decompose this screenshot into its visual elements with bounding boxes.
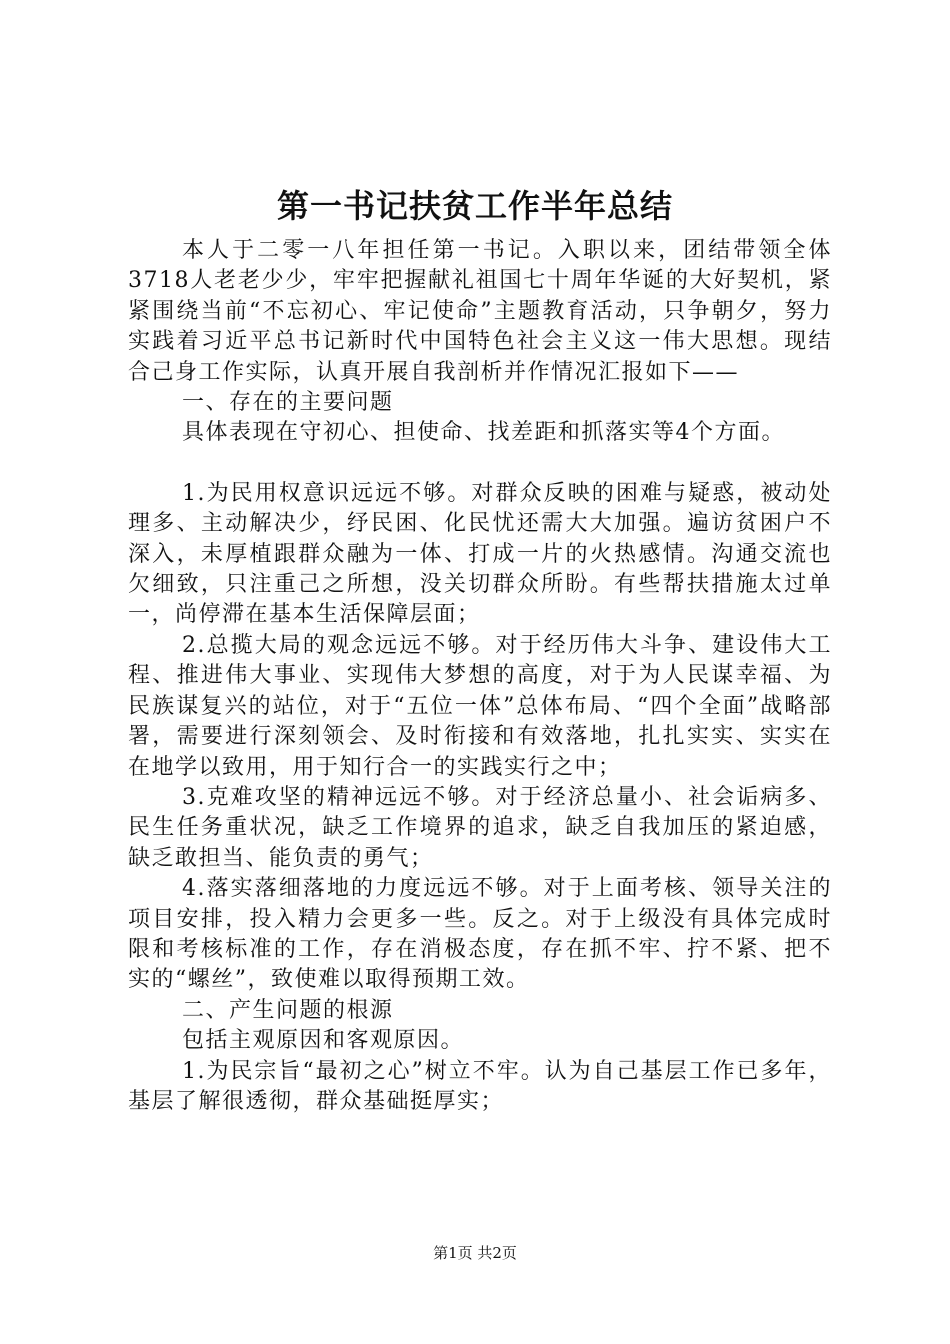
problem-item-3: 3.克难攻坚的精神远远不够。对于经济总量小、社会诟病多、民生任务重状况，缺乏工作境界的追求，缺乏自我加压的紧迫感，缺乏敢担当、能负责的勇气； bbox=[128, 784, 832, 871]
page-footer: 第1页 共2页 bbox=[433, 1244, 517, 1262]
paragraph-spacer bbox=[128, 449, 832, 479]
document-title: 第一书记扶贫工作半年总结 bbox=[276, 187, 673, 225]
section-heading-problems: 一、存在的主要问题 bbox=[182, 390, 394, 416]
problem-item-1: 1.为民用权意识远远不够。对群众反映的困难与疑惑，被动处理多、主动解决少，纾民困、化民忧还需大大加强。遍访贫困户不深入，未厚植跟群众融为一体、打成一片的火热感情。沟通交流也欠细致，只注重己之所想，没关切群众所盼。有些帮扶措施太过单一，尚停滞在基本生活保障层面； bbox=[128, 480, 832, 628]
problem-item-4: 4.落实落细落地的力度远远不够。对于上面考核、领导关注的项目安排，投入精力会更多一些。反之。对于上级没有具体完成时限和考核标准的工作，存在消极态度，存在抓不牢、拧不紧、把不实的“螺丝”，致使难以取得预期工效。 bbox=[128, 876, 832, 993]
cause-item-1: 1.为民宗旨“最初之心”树立不牢。认为自己基层工作已多年，基层了解很透彻，群众基础挺厚实； bbox=[128, 1058, 832, 1114]
causes-summary: 包括主观原因和客观原因。 bbox=[182, 1028, 465, 1054]
problem-item-2: 2.总揽大局的观念远远不够。对于经历伟大斗争、建设伟大工程、推进伟大事业、实现伟大梦想的高度，对于为人民谋幸福、为民族谋复兴的站位，对于“五位一体”总体布局、“四个全面”战略部署，需要进行深刻领会、及时衔接和有效落地，扎扎实实、实实在在地学以致用，用于知行合一的实践实行之中； bbox=[128, 632, 832, 780]
document-body bbox=[128, 236, 832, 1117]
section-heading-causes: 二、产生问题的根源 bbox=[182, 997, 394, 1023]
problems-summary: 具体表现在守初心、担使命、找差距和抓落实等4个方面。 bbox=[182, 420, 785, 446]
intro-paragraph: 本人于二零一八年担任第一书记。入职以来，团结带领全体3718人老老少少，牢牢把握献礼祖国七十周年华诞的大好契机，紧紧围绕当前“不忘初心、牢记使命”主题教育活动，只争朝夕，努力实践着习近平总书记新时代中国特色社会主义这一伟大思想。现结合己身工作实际，认真开展自我剖析并作情况汇报如下—— bbox=[128, 238, 832, 385]
